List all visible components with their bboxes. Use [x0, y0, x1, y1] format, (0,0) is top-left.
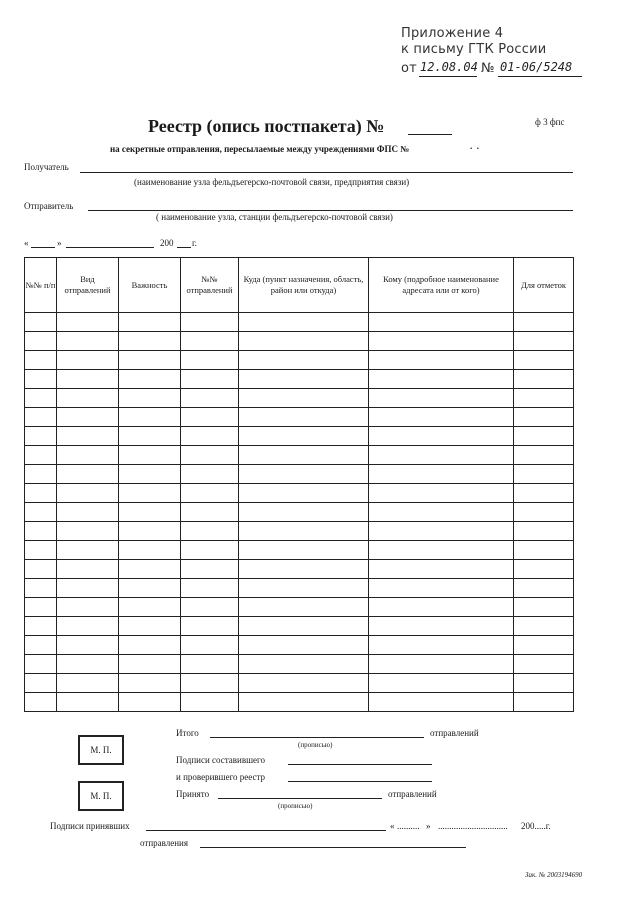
table-cell[interactable] [25, 313, 57, 332]
table-cell[interactable] [369, 484, 514, 503]
recipient-caption: (наименование узла фельдъегерско-почтовой связи, предприятия связи) [134, 177, 410, 187]
table-cell[interactable] [369, 541, 514, 560]
table-cell[interactable] [369, 522, 514, 541]
table-cell[interactable] [239, 503, 369, 522]
table-cell[interactable] [239, 332, 369, 351]
table-cell[interactable] [25, 389, 57, 408]
receivers-label: Подписи принявших [50, 821, 130, 831]
sender-label: Отправитель [24, 201, 74, 211]
table-cell[interactable] [239, 541, 369, 560]
table-cell[interactable] [514, 655, 574, 674]
signed-by-field[interactable] [288, 764, 432, 765]
order-note: Зак. № 2003194690 [525, 871, 583, 879]
col-header-destination: Куда (пункт назначения, область, район или откуда) [239, 258, 369, 313]
table-cell[interactable] [369, 408, 514, 427]
table-row [25, 446, 574, 465]
table-row [25, 579, 574, 598]
accepted-suffix: отправлений [388, 789, 437, 799]
table-cell[interactable] [119, 617, 181, 636]
table-cell[interactable] [369, 465, 514, 484]
table-cell[interactable] [57, 617, 119, 636]
table-row [25, 636, 574, 655]
table-cell[interactable] [514, 446, 574, 465]
table-cell[interactable] [514, 636, 574, 655]
date-quote-open: « [24, 238, 29, 248]
checked-by-label: и проверившего реестр [176, 772, 266, 782]
table-cell[interactable] [239, 446, 369, 465]
col-header-type: Вид отправлений [57, 258, 119, 313]
table-cell[interactable] [57, 313, 119, 332]
table-cell[interactable] [119, 636, 181, 655]
table-cell[interactable] [119, 408, 181, 427]
table-cell[interactable] [369, 693, 514, 712]
table-cell[interactable] [57, 674, 119, 693]
signed-by-label: Подписи составившего [176, 755, 265, 765]
table-cell[interactable] [57, 579, 119, 598]
table-cell[interactable] [25, 332, 57, 351]
table-cell[interactable] [239, 351, 369, 370]
table-cell[interactable] [181, 522, 239, 541]
date-underline [419, 76, 477, 77]
table-cell[interactable] [181, 674, 239, 693]
table-cell[interactable] [239, 655, 369, 674]
table-cell[interactable] [239, 693, 369, 712]
table-cell[interactable] [119, 351, 181, 370]
stamp-box-2: М. П. [78, 781, 124, 811]
table-cell[interactable] [57, 636, 119, 655]
table-cell[interactable] [119, 484, 181, 503]
table-cell[interactable] [119, 446, 181, 465]
col-header-importance: Важность [119, 258, 181, 313]
table-cell[interactable] [514, 389, 574, 408]
table-row [25, 598, 574, 617]
subtitle-dots: . . [470, 141, 479, 151]
table-cell[interactable] [514, 332, 574, 351]
number-prefix: № [481, 61, 495, 76]
sender-field[interactable] [88, 210, 573, 211]
table-cell[interactable] [369, 446, 514, 465]
table-cell[interactable] [514, 503, 574, 522]
table-cell[interactable] [181, 617, 239, 636]
table-cell[interactable] [57, 332, 119, 351]
table-cell[interactable] [181, 693, 239, 712]
table-row [25, 351, 574, 370]
table-cell[interactable] [119, 579, 181, 598]
footer-date-day: .......... [397, 821, 420, 831]
table-cell[interactable] [239, 427, 369, 446]
table-cell[interactable] [25, 503, 57, 522]
table-cell[interactable] [181, 408, 239, 427]
table-cell[interactable] [181, 636, 239, 655]
table-cell[interactable] [25, 617, 57, 636]
title-number-line [408, 134, 452, 135]
table-cell[interactable] [57, 370, 119, 389]
checked-by-field[interactable] [288, 781, 432, 782]
departure-field[interactable] [200, 847, 466, 848]
table-row [25, 408, 574, 427]
table-cell[interactable] [514, 617, 574, 636]
col-header-addressee: Кому (подробное наименование адресата или от кого) [369, 258, 514, 313]
table-cell[interactable] [57, 427, 119, 446]
table-row [25, 370, 574, 389]
table-row [25, 332, 574, 351]
table-cell[interactable] [119, 313, 181, 332]
table-cell[interactable] [25, 370, 57, 389]
total-label: Итого [176, 728, 199, 738]
table-cell[interactable] [239, 560, 369, 579]
accepted-label: Принято [176, 789, 210, 799]
table-cell[interactable] [25, 674, 57, 693]
table-cell[interactable] [181, 541, 239, 560]
table-cell[interactable] [181, 560, 239, 579]
table-cell[interactable] [181, 598, 239, 617]
table-cell[interactable] [25, 408, 57, 427]
table-cell[interactable] [25, 446, 57, 465]
number-underline [498, 76, 582, 77]
table-cell[interactable] [57, 522, 119, 541]
table-cell[interactable] [181, 465, 239, 484]
table-cell[interactable] [514, 408, 574, 427]
col-header-numbers: №№ отправлений [181, 258, 239, 313]
footer-date-year: 200.....г. [521, 821, 551, 831]
table-cell[interactable] [57, 408, 119, 427]
departure-label: отправления [140, 838, 189, 848]
table-cell[interactable] [239, 579, 369, 598]
table-header-row [25, 258, 574, 313]
document-title: Реестр (опись постпакета) № [148, 116, 385, 136]
table-cell[interactable] [25, 351, 57, 370]
table-cell[interactable] [57, 465, 119, 484]
receivers-field[interactable] [146, 830, 386, 831]
table-cell[interactable] [514, 693, 574, 712]
table-body [25, 313, 574, 712]
date-year: 200 [160, 238, 174, 248]
table-cell[interactable] [25, 655, 57, 674]
recipient-label: Получатель [24, 162, 69, 172]
table-cell[interactable] [239, 313, 369, 332]
table-cell[interactable] [369, 617, 514, 636]
table-cell[interactable] [239, 484, 369, 503]
stamp-box-1: М. П. [78, 735, 124, 765]
form-code: ф 3 фпс [535, 117, 565, 127]
table-cell[interactable] [239, 408, 369, 427]
letter-reference: к письму ГТК России [401, 42, 547, 57]
date-year-field[interactable] [177, 247, 191, 248]
table-cell[interactable] [369, 332, 514, 351]
table-cell[interactable] [57, 693, 119, 712]
table-cell[interactable] [369, 636, 514, 655]
table-cell[interactable] [119, 560, 181, 579]
table-cell[interactable] [57, 598, 119, 617]
table-cell[interactable] [181, 313, 239, 332]
table-cell[interactable] [119, 389, 181, 408]
table-cell[interactable] [181, 484, 239, 503]
table-row [25, 693, 574, 712]
table-row [25, 427, 574, 446]
table-cell[interactable] [514, 579, 574, 598]
table-cell[interactable] [119, 541, 181, 560]
table-cell[interactable] [25, 693, 57, 712]
table-cell[interactable] [25, 560, 57, 579]
table-cell[interactable] [57, 351, 119, 370]
table-row [25, 655, 574, 674]
sender-caption: ( наименование узла, станции фельдъегерско-почтовой связи) [156, 212, 393, 222]
table-cell[interactable] [514, 370, 574, 389]
table-cell[interactable] [119, 332, 181, 351]
table-cell[interactable] [181, 503, 239, 522]
table-cell[interactable] [514, 674, 574, 693]
table-cell[interactable] [25, 427, 57, 446]
table-cell[interactable] [239, 370, 369, 389]
table-cell[interactable] [57, 484, 119, 503]
footer-date-month: ............................... [438, 821, 508, 831]
register-table [24, 257, 574, 712]
table-row [25, 465, 574, 484]
col-header-notes: Для отметок [514, 258, 574, 313]
table-row [25, 522, 574, 541]
table-cell[interactable] [119, 598, 181, 617]
accepted-field[interactable] [218, 798, 382, 799]
table-cell[interactable] [514, 427, 574, 446]
table-cell[interactable] [514, 313, 574, 332]
table-cell[interactable] [369, 389, 514, 408]
table-row [25, 674, 574, 693]
table-cell[interactable] [25, 636, 57, 655]
date-day-field[interactable] [31, 247, 55, 248]
table-cell[interactable] [57, 541, 119, 560]
table-cell[interactable] [181, 427, 239, 446]
table-cell[interactable] [181, 579, 239, 598]
table-cell[interactable] [514, 465, 574, 484]
from-prefix: от [401, 61, 417, 76]
table-cell[interactable] [514, 484, 574, 503]
table-row [25, 503, 574, 522]
table-cell[interactable] [181, 389, 239, 408]
col-header-index: №№ п/п [25, 258, 57, 313]
table-cell[interactable] [369, 503, 514, 522]
date-quote-close: » [57, 238, 62, 248]
table-cell[interactable] [514, 560, 574, 579]
table-cell[interactable] [239, 389, 369, 408]
table-cell[interactable] [369, 579, 514, 598]
date-year-suffix: г. [192, 238, 197, 248]
table-cell[interactable] [119, 465, 181, 484]
table-row [25, 541, 574, 560]
table-cell[interactable] [369, 655, 514, 674]
table-cell[interactable] [514, 351, 574, 370]
table-cell[interactable] [57, 389, 119, 408]
total-field[interactable] [210, 737, 424, 738]
table-row [25, 389, 574, 408]
table-cell[interactable] [239, 617, 369, 636]
table-cell[interactable] [239, 674, 369, 693]
table-cell[interactable] [119, 370, 181, 389]
footer-date-quote-open: « [390, 821, 395, 831]
table-row [25, 313, 574, 332]
table-cell[interactable] [119, 674, 181, 693]
handwritten-number: 01-06/5248 [500, 60, 573, 74]
table-cell[interactable] [25, 541, 57, 560]
table-cell[interactable] [57, 503, 119, 522]
table-cell[interactable] [57, 446, 119, 465]
table-cell[interactable] [239, 636, 369, 655]
handwritten-date: 12.08.04 [420, 60, 478, 74]
table-cell[interactable] [369, 427, 514, 446]
footer-date-quote-close: » [426, 821, 431, 831]
table-cell[interactable] [119, 427, 181, 446]
table-cell[interactable] [239, 522, 369, 541]
date-month-field[interactable] [66, 247, 154, 248]
in-words-caption-2: (прописью) [278, 802, 313, 810]
table-cell[interactable] [181, 655, 239, 674]
table-cell[interactable] [369, 560, 514, 579]
table-cell[interactable] [25, 522, 57, 541]
table-cell[interactable] [514, 522, 574, 541]
table-row [25, 484, 574, 503]
table-cell[interactable] [119, 693, 181, 712]
table-cell[interactable] [25, 484, 57, 503]
table-cell[interactable] [181, 332, 239, 351]
in-words-caption-1: (прописью) [298, 741, 333, 749]
table-cell[interactable] [239, 465, 369, 484]
table-cell[interactable] [181, 370, 239, 389]
table-cell[interactable] [514, 598, 574, 617]
table-cell[interactable] [119, 655, 181, 674]
table-cell[interactable] [369, 313, 514, 332]
table-cell[interactable] [369, 351, 514, 370]
table-cell[interactable] [239, 598, 369, 617]
table-row [25, 560, 574, 579]
table-cell[interactable] [119, 503, 181, 522]
table-cell[interactable] [57, 560, 119, 579]
table-cell[interactable] [181, 351, 239, 370]
table-cell[interactable] [25, 598, 57, 617]
table-cell[interactable] [369, 370, 514, 389]
total-suffix: отправлений [430, 728, 479, 738]
table-cell[interactable] [369, 598, 514, 617]
table-cell[interactable] [181, 446, 239, 465]
recipient-field[interactable] [80, 172, 573, 173]
table-cell[interactable] [25, 465, 57, 484]
table-row [25, 617, 574, 636]
table-cell[interactable] [119, 522, 181, 541]
table-cell[interactable] [514, 541, 574, 560]
subtitle: на секретные отправления, пересылаемые между учреждениями ФПС № [110, 144, 410, 154]
table-cell[interactable] [369, 674, 514, 693]
table-cell[interactable] [25, 579, 57, 598]
table-cell[interactable] [57, 655, 119, 674]
appendix-label: Приложение 4 [401, 26, 504, 41]
